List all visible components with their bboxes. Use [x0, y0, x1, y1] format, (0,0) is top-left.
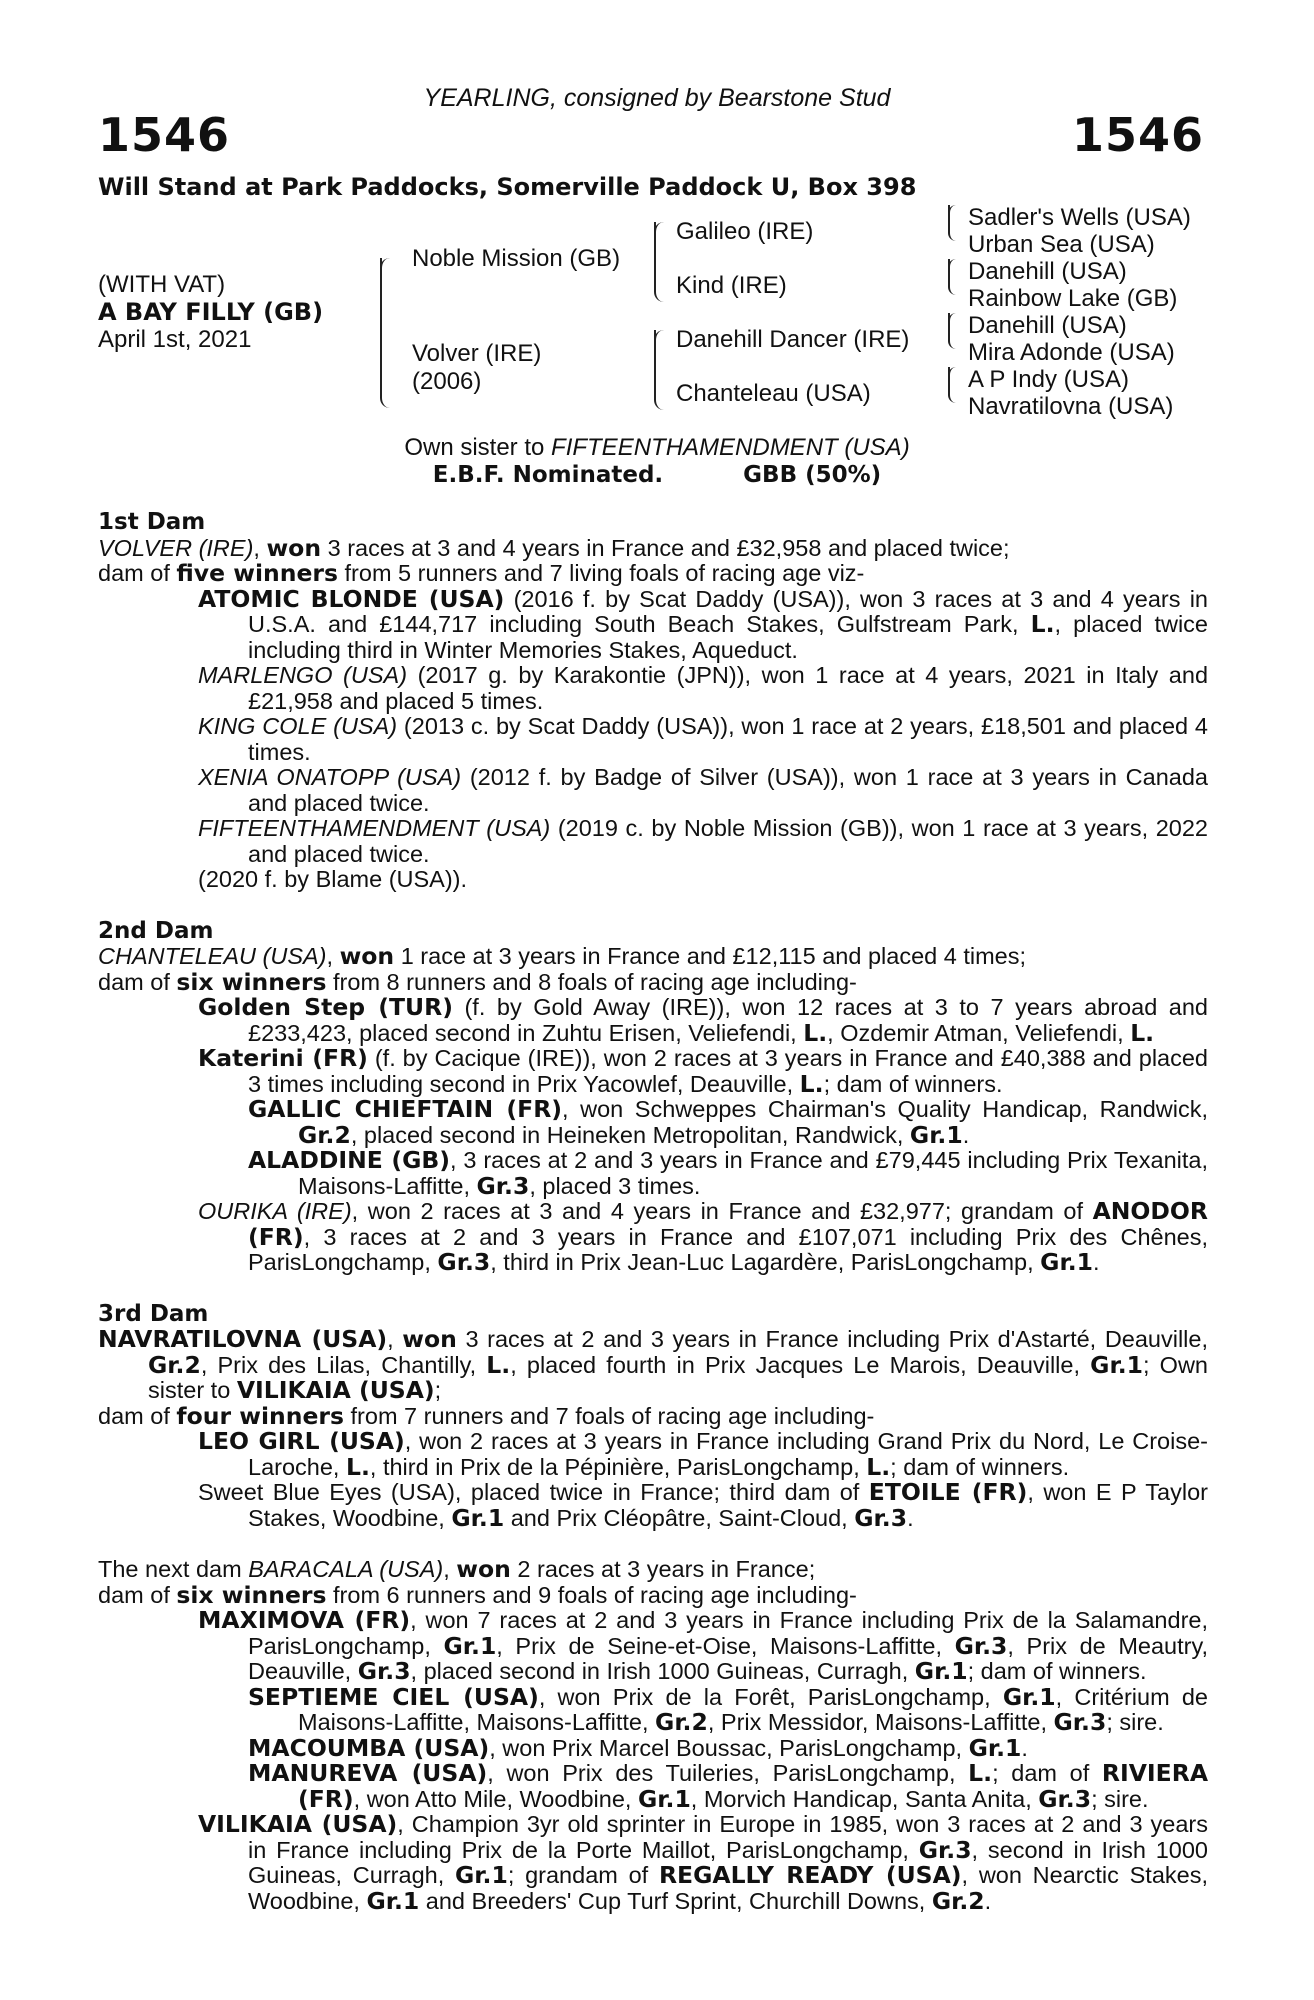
pedigree-sds: Danehill (USA): [968, 258, 1127, 285]
progeny-entry: MANUREVA (USA), won Prix des Tuileries, ParisLongchamp, L.; dam of RIVIERA (FR), won Atto Mile, Woodbine, Gr.1, Morvich Handicap, Santa Anita, Gr.3; sire.: [248, 1759, 1209, 1813]
pedigree-ssd: Urban Sea (USA): [968, 231, 1155, 258]
third-dam-heading: 3rd Dam: [98, 1300, 209, 1327]
brace-sire: [654, 222, 666, 302]
nomination-line: E.B.F. Nominated. GBB (50%): [432, 462, 882, 488]
progeny-entry: MACOUMBA (USA), won Prix Marcel Boussac, ParisLongchamp, Gr.1.: [248, 1733, 1028, 1762]
pedigree-dam-sire: Danehill Dancer (IRE): [676, 326, 910, 353]
pedigree-dsd: Mira Adonde (USA): [968, 339, 1175, 366]
progeny-entry: (2020 f. by Blame (USA)).: [198, 866, 468, 892]
pedigree-dss: Danehill (USA): [968, 312, 1127, 339]
pedigree-sire-sire: Galileo (IRE): [676, 218, 814, 245]
pedigree-dds: A P Indy (USA): [968, 366, 1129, 393]
pedigree-sss: Sadler's Wells (USA): [968, 204, 1191, 231]
pedigree-sire: Noble Mission (GB): [412, 245, 621, 272]
progeny-entry: LEO GIRL (USA), won 2 races at 3 years in France including Grand Prix du Nord, Le Croise-Laroche, L., third in Prix de la Pépinière, ParisLongchamp, L.; dam of winners.: [198, 1427, 1208, 1481]
brace-ss: [948, 205, 960, 241]
progeny-entry: Katerini (FR) (f. by Cacique (IRE)), won 2 races at 3 years in France and £40,388 and placed 3 times including second in Prix Yacowlef, Deauville, L.; dam of winners.: [198, 1044, 1209, 1098]
first-dam-text: VOLVER (IRE), won 3 races at 3 and 4 years in France and £32,958 and placed twice;: [98, 533, 1010, 562]
progeny-entry: GALLIC CHIEFTAIN (FR), won Schweppes Chairman's Quality Handicap, Randwick, Gr.2, placed second in Heineken Metropolitan, Randwick, Gr.1.: [248, 1095, 1208, 1149]
progeny-entry: OURIKA (IRE), won 2 races at 3 and 4 years in France and £32,977; grandam of ANODOR (FR), 3 races at 2 and 3 years in France and £107,071 including Prix des Chênes, ParisLongchamp, Gr.3, third in Prix Jean-Luc Lagardère, ParisLongchamp, Gr.1.: [198, 1197, 1208, 1276]
progeny-entry: MAXIMOVA (FR), won 7 races at 2 and 3 years in France including Prix de la Salamandre, ParisLongchamp, Gr.1, Prix de Seine-et-Oise, Maisons-Laffitte, Gr.3, Prix de Meautry, Deauville, Gr.3, placed second in Irish 1000 Guineas, Curragh, Gr.1; dam of winners.: [198, 1606, 1208, 1685]
progeny-entry: VILIKAIA (USA), Champion 3yr old sprinter in Europe in 1985, won 3 races at 2 and 3 years in France including Prix de la Porte Maillot, ParisLongchamp, Gr.3, second in Irish 1000 Guineas, Curragh, Gr.1; grandam of REGALLY READY (USA), won Nearctic Stakes, Woodbine, Gr.1 and Breeders' Cup Turf Sprint, Churchill Downs, Gr.2.: [198, 1810, 1208, 1915]
brace-ds: [948, 313, 960, 349]
brace-dam: [654, 330, 666, 410]
brace-main: [380, 258, 392, 408]
next-dam-text: The next dam BARACALA (USA), won 2 races at 3 years in France;: [98, 1555, 816, 1583]
progeny-entry: ATOMIC BLONDE (USA) (2016 f. by Scat Daddy (USA)), won 3 races at 3 and 4 years in U.S.A. and £144,717 including South Beach Stakes, Gulfstream Park, L., placed twice including third in Winter Memories Stakes, Aqueduct.: [198, 584, 1208, 663]
stand-location: Will Stand at Park Paddocks, Somerville Paddock U, Box 398: [98, 173, 917, 201]
pedigree-dam-dam: Chanteleau (USA): [676, 380, 871, 407]
dam-section: 1st Dam VOLVER (IRE), won 3 races at 3 and 4 years in France and £32,958 and placed twice; dam of five winners from 5 runners and 7 living foals of racing age viz- ATOMIC BLONDE (USA) (2016 f. by Scat Daddy (USA)), won 3 races at 3 and 4 years in U.S.A. and £144,717 including South Beach Stakes, Gulfstream Park, L., placed twice including third in Winter Memories Stakes, Aqueduct. MARLENGO (USA) (2017 g. by Karakontie (JPN)), won 1 race at 4 years, 2021 in Italy and £21,958 and placed 5 times. KING COLE (USA) (2013 c. by Scat Daddy (USA)), won 1 race at 2 years, £18,501 and placed 4 times. XENIA ONATOPP (USA) (2012 f. by Badge of Silver (USA)), won 1 race at 3 years in Canada and placed twice. FIFTEENTHAMENDMENT (USA) (2019 c. by Noble Mission (GB)), won 1 race at 3 years, 2022 and placed twice. (2020 f. by Blame (USA)). 2nd Dam CHANTELEAU (USA), won 1 race at 3 years in France and £12,115 and placed 4 times; dam of six winners from 8 runners and 8 foals of racing age including- Golden Step (TUR) (f. by Gold Away (IRE)), won 12 races at 3 to 7 years abroad and £233,423, placed second in Zuhtu Erisen, Veliefendi, L., Ozdemir Atman, Veliefendi, L. Katerini (FR) (f. by Cacique (IRE)), won 2 races at 3 years in France and £40,388 and placed 3 times including second in Prix Yacowlef, Deauville, L.; dam of winners. GALLIC CHIEFTAIN (FR), won Schweppes Chairman's Quality Handicap, Randwick, Gr.2, placed second in Heineken Metropolitan, Randwick, Gr.1. ALADDINE (GB), 3 races at 2 and 3 years in France and £79,445 including Prix Texanita, Maisons-Laffitte, Gr.3, placed 3 times. OURIKA (IRE), won 2 races at 3 and 4 years in France and £32,977; grandam of ANODOR (FR), 3 races at 2 and 3 years in France and £107,071 including Prix des Chênes, ParisLongchamp, Gr.3, third in Prix Jean-Luc Lagardère, ParisLongchamp, Gr.1. 3rd Dam NAVRATILOVNA (USA), won 3 races at 2 and 3 years in France including Prix d'Astarté, Deauville, Gr.2, Prix des Lilas, Chantilly, L., placed fourth in Prix Jacques Le Marois, Deauville, Gr.1; Own sister to VILIKAIA (USA); dam of four winners from 7 runners and 7 foals of racing age including- LEO GIRL (USA), won 2 races at 3 years in France including Grand Prix du Nord, Le Croise-Laroche, L., third in Prix de la Pépinière, ParisLongchamp, L.; dam of winners. Sweet Blue Eyes (USA), placed twice in France; third dam of ETOILE (FR), won E P Taylor Stakes, Woodbine, Gr.1 and Prix Cléopâtre, Saint-Cloud, Gr.3. The next dam BARACALA (USA), won 2 races at 3 years in France; dam of six winners from 6 runners and 9 foals of racing age including- MAXIMOVA (FR), won 7 races at 2 and 3 years in France including Prix de la Salamandre, ParisLongchamp, Gr.1, Prix de Seine-et-Oise, Maisons-Laffitte, Gr.3, Prix de Meautry, Deauville, Gr.3, placed second in Irish 1000 Guineas, Curragh, Gr.1; dam of winners. SEPTIEME CIEL (USA), won Prix de la Forêt, ParisLongchamp, Gr.1, Critérium de Maisons-Laffitte, Maisons-Laffitte, Gr.2, Prix Messidor, Maisons-Laffitte, Gr.3; sire. MACOUMBA (USA), won Prix Marcel Boussac, ParisLongchamp, Gr.1. MANUREVA (USA), won Prix des Tuileries, ParisLongchamp, L.; dam of RIVIERA (FR), won Atto Mile, Woodbine, Gr.1, Morvich Handicap, Santa Anita, Gr.3; sire. VILIKAIA (USA), Champion 3yr old sprinter in Europe in 1985, won 3 races at 2 and 3 years in France including Prix de la Porte Maillot, ParisLongchamp, Gr.3, second in Irish 1000 Guineas, Curragh, Gr.1; grandam of REGALLY READY (USA), won Nearctic Stakes, Woodbine, Gr.1 and Breeders' Cup Turf Sprint, Churchill Downs, Gr.2.: [98, 509, 1209, 1915]
lot-number-right: 1546: [1071, 108, 1204, 162]
progeny-entry: Sweet Blue Eyes (USA), placed twice in France; third dam of ETOILE (FR), won E P Taylor Stakes, Woodbine, Gr.1 and Prix Cléopâtre, Saint-Cloud, Gr.3.: [198, 1478, 1208, 1532]
progeny-entry: XENIA ONATOPP (USA) (2012 f. by Badge of Silver (USA)), won 1 race at 3 years in Canada and placed twice.: [198, 764, 1208, 816]
consignor-line: YEARLING, consigned by Bearstone Stud: [423, 84, 891, 112]
own-sister-line: Own sister to FIFTEENTHAMENDMENT (USA): [404, 434, 910, 461]
brace-sd: [948, 259, 960, 295]
horse-name: A BAY FILLY (GB): [98, 298, 324, 326]
progeny-entry: Golden Step (TUR) (f. by Gold Away (IRE)), won 12 races at 3 to 7 years abroad and £233,423, placed second in Zuhtu Erisen, Veliefendi, L., Ozdemir Atman, Veliefendi, L.: [198, 993, 1208, 1047]
pedigree-dam: Volver (IRE): [412, 340, 542, 367]
pedigree-sdd: Rainbow Lake (GB): [968, 285, 1178, 312]
horse-dob: April 1st, 2021: [98, 326, 252, 353]
progeny-entry: SEPTIEME CIEL (USA), won Prix de la Forêt, ParisLongchamp, Gr.1, Critérium de Maisons-Laffitte, Maisons-Laffitte, Gr.2, Prix Messidor, Maisons-Laffitte, Gr.3; sire.: [248, 1682, 1208, 1736]
lot-number-left: 1546: [98, 108, 231, 162]
second-dam-heading: 2nd Dam: [98, 917, 214, 944]
pedigree-sire-dam: Kind (IRE): [676, 272, 787, 299]
progeny-entry: FIFTEENTHAMENDMENT (USA) (2019 c. by Noble Mission (GB)), won 1 race at 3 years, 2022 and placed twice.: [198, 815, 1208, 867]
pedigree-dam-year: (2006): [412, 368, 482, 395]
progeny-entry: MARLENGO (USA) (2017 g. by Karakontie (JPN)), won 1 race at 4 years, 2021 in Italy and £21,958 and placed 5 times.: [198, 662, 1209, 714]
pedigree-ddd: Navratilovna (USA): [968, 393, 1174, 420]
vat-label: (WITH VAT): [98, 271, 226, 298]
progeny-entry: KING COLE (USA) (2013 c. by Scat Daddy (USA)), won 1 race at 2 years, £18,501 and placed 4 times.: [198, 713, 1208, 765]
first-dam-heading: 1st Dam: [98, 509, 206, 535]
brace-dd: [948, 367, 960, 403]
progeny-entry: ALADDINE (GB), 3 races at 2 and 3 years in France and £79,445 including Prix Texanita, Maisons-Laffitte, Gr.3, placed 3 times.: [248, 1146, 1208, 1200]
